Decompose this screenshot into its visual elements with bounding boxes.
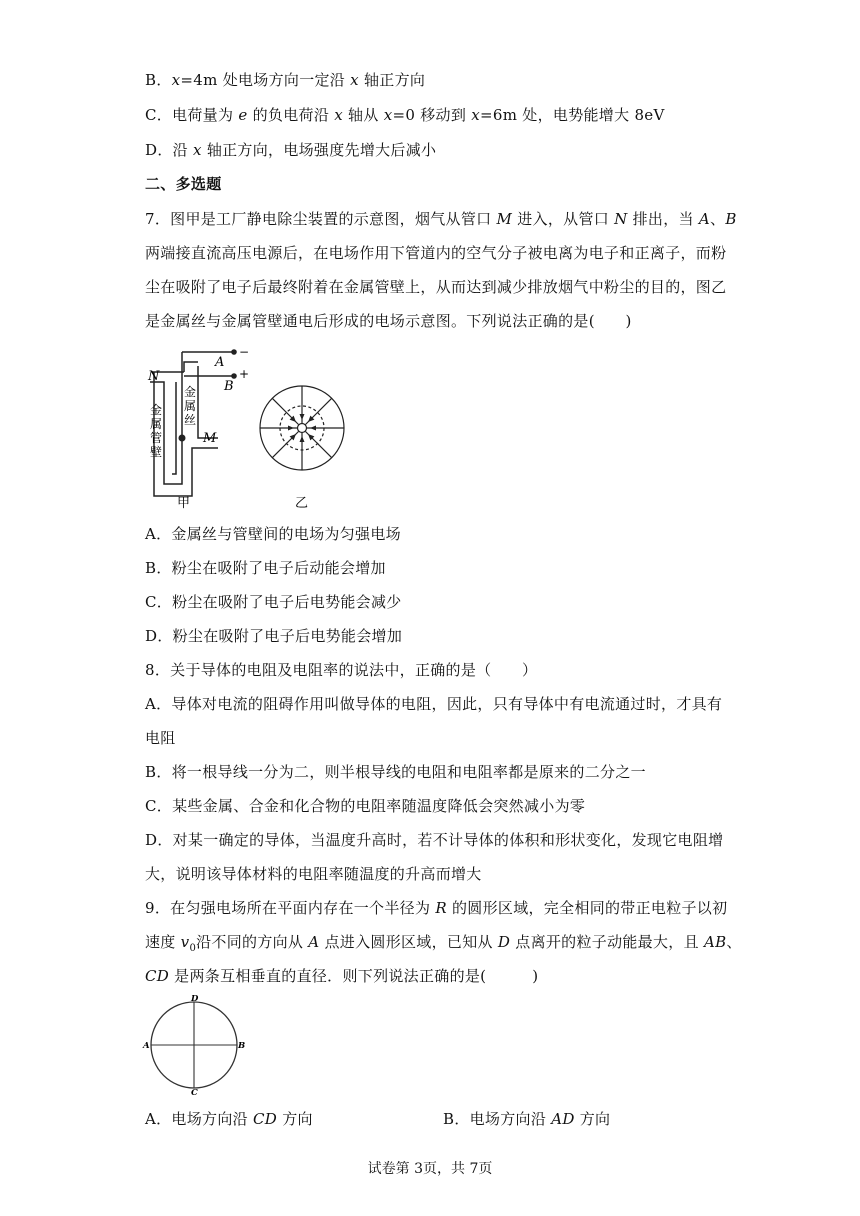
text: 排出，当 xyxy=(627,210,699,228)
label-wire: 丝 xyxy=(184,413,197,427)
text: 7．图甲是工厂静电除尘装置的示意图，烟气从管口 xyxy=(145,210,497,228)
var: x xyxy=(383,106,393,124)
text: C．电荷量为 xyxy=(145,106,239,124)
q7-line-2: 两端接直流高压电源后，在电场作用下管道内的空气分子被电离为电子和正离子，而粉 xyxy=(145,244,727,262)
option-d-prev xyxy=(145,140,436,160)
label-n: N xyxy=(148,369,160,384)
label-b: B xyxy=(224,379,234,394)
q7-option-d: D．粉尘在吸附了电子后电势能会增加 xyxy=(145,627,403,645)
text: =6m 处，电势能增大 8eV xyxy=(479,106,665,124)
q9-option-b xyxy=(443,1109,610,1129)
text: 方向 xyxy=(277,1110,313,1128)
var: A xyxy=(308,933,320,951)
subscript: 0 xyxy=(189,943,197,954)
var: x xyxy=(171,71,181,89)
label-wall: 壁 xyxy=(150,445,163,459)
q7-option-c: C．粉尘在吸附了电子后电势能会减少 xyxy=(145,593,402,611)
q9-line-3 xyxy=(145,966,538,986)
text: 是两条互相垂直的直径．则下列说法正确的是( ) xyxy=(169,967,539,985)
var: R xyxy=(435,899,447,917)
label-d: D xyxy=(191,994,199,1004)
text: 轴正方向 xyxy=(358,71,426,89)
var: x xyxy=(334,106,343,124)
q8-option-d-1: D．对某一确定的导体，当温度升高时，若不计导体的体积和形状变化，发现它电阻增 xyxy=(145,831,724,849)
option-c-prev xyxy=(145,105,665,125)
text: 沿不同的方向从 xyxy=(196,933,309,951)
pipe-inner-right xyxy=(198,366,218,438)
q7-option-a: A．金属丝与管壁间的电场为匀强电场 xyxy=(145,525,401,543)
q8-option-b: B．将一根导线一分为二，则半根导线的电阻和电阻率都是原来的二分之一 xyxy=(145,763,646,781)
text: 轴正方向，电场强度先增大后减小 xyxy=(201,141,437,159)
terminal-a xyxy=(231,349,237,355)
text: A．电场方向沿 xyxy=(145,1110,254,1128)
text: 的圆形区域，完全相同的带正电粒子以初 xyxy=(446,899,728,917)
label-wire: 金 xyxy=(184,385,197,399)
q7-line-1 xyxy=(145,209,737,229)
var: e xyxy=(238,106,248,124)
q9-line-1 xyxy=(145,898,727,918)
section-heading: 二、多选题 xyxy=(145,175,222,193)
label-wall: 金 xyxy=(150,403,163,417)
wire-weight xyxy=(179,435,186,442)
var: CD xyxy=(253,1110,278,1128)
var: B xyxy=(725,210,737,228)
label-jia: 甲 xyxy=(177,496,191,511)
text: 方向 xyxy=(574,1110,611,1128)
q8-option-a-2: 电阻 xyxy=(145,729,176,747)
q7-figure xyxy=(140,346,350,511)
q8-option-c: C．某些金属、合金和化合物的电阻率随温度降低会突然减小为零 xyxy=(145,797,586,815)
var: v xyxy=(180,933,190,951)
var: M xyxy=(496,210,513,228)
text: B．电场方向沿 xyxy=(443,1110,552,1128)
text: 进入，从管口 xyxy=(512,210,615,228)
option-b-prev xyxy=(145,70,425,90)
text: D．沿 xyxy=(145,141,193,159)
terminal-b xyxy=(231,373,237,379)
label-a: A xyxy=(215,355,225,370)
q8-option-a-1: A．导体对电流的阻碍作用叫做导体的电阻，因此，只有导体中有电流通过时，才具有 xyxy=(145,695,723,713)
q9-circle-figure xyxy=(142,994,246,1096)
var: AD xyxy=(551,1110,575,1128)
label-a: A xyxy=(143,1041,150,1051)
option-label: B． xyxy=(145,71,172,89)
text: 点进入圆形区域，已知从 xyxy=(319,933,498,951)
q9-option-a xyxy=(145,1109,313,1129)
text: 点离开的粒子动能最大，且 xyxy=(510,933,704,951)
q7-line-4: 是金属丝与金属管壁通电后形成的电场示意图。下列说法正确的是( ) xyxy=(145,312,632,330)
var: AB xyxy=(703,933,727,951)
text: 9．在匀强电场所在平面内存在一个半径为 xyxy=(145,899,436,917)
q9-line-2 xyxy=(145,932,742,959)
text: 速度 xyxy=(145,933,181,951)
var: A xyxy=(698,210,711,228)
var: CD xyxy=(145,967,170,985)
text: 的负电荷沿 xyxy=(247,106,335,124)
q7-line-3: 尘在吸附了电子后最终附着在金属管壁上，从而达到减少排放烟气中粉尘的目的，图乙 xyxy=(145,278,727,296)
var: x xyxy=(471,106,480,124)
label-plus: + xyxy=(239,367,250,381)
var: x xyxy=(350,71,359,89)
q8-option-d-2: 大，说明该导体材料的电阻率随温度的升高而增大 xyxy=(145,865,482,883)
var: D xyxy=(497,933,511,951)
label-c: C xyxy=(191,1088,198,1096)
text: 、 xyxy=(726,933,742,951)
page-footer: 试卷第 3页，共 7页 xyxy=(367,1161,493,1177)
label-yi: 乙 xyxy=(295,496,309,511)
var: N xyxy=(614,210,628,228)
text: 、 xyxy=(710,210,726,228)
center-wire xyxy=(298,424,307,433)
label-m: M xyxy=(203,431,217,446)
label-minus: − xyxy=(239,346,250,359)
var: x xyxy=(193,141,202,159)
label-wall: 管 xyxy=(150,431,163,445)
field-diagram xyxy=(260,386,344,470)
q7-option-b: B．粉尘在吸附了电子后动能会增加 xyxy=(145,559,386,577)
pipe-neck xyxy=(184,362,198,372)
label-b: B xyxy=(238,1041,246,1051)
pipe-inner-left xyxy=(172,382,176,474)
label-wire: 属 xyxy=(184,399,197,413)
text: 轴从 xyxy=(342,106,384,124)
text: =4m 处电场方向一定沿 xyxy=(180,71,351,89)
text: =0 移动到 xyxy=(392,106,472,124)
q8-stem: 8．关于导体的电阻及电阻率的说法中，正确的是（ ） xyxy=(145,661,538,679)
label-wall: 属 xyxy=(150,417,163,431)
